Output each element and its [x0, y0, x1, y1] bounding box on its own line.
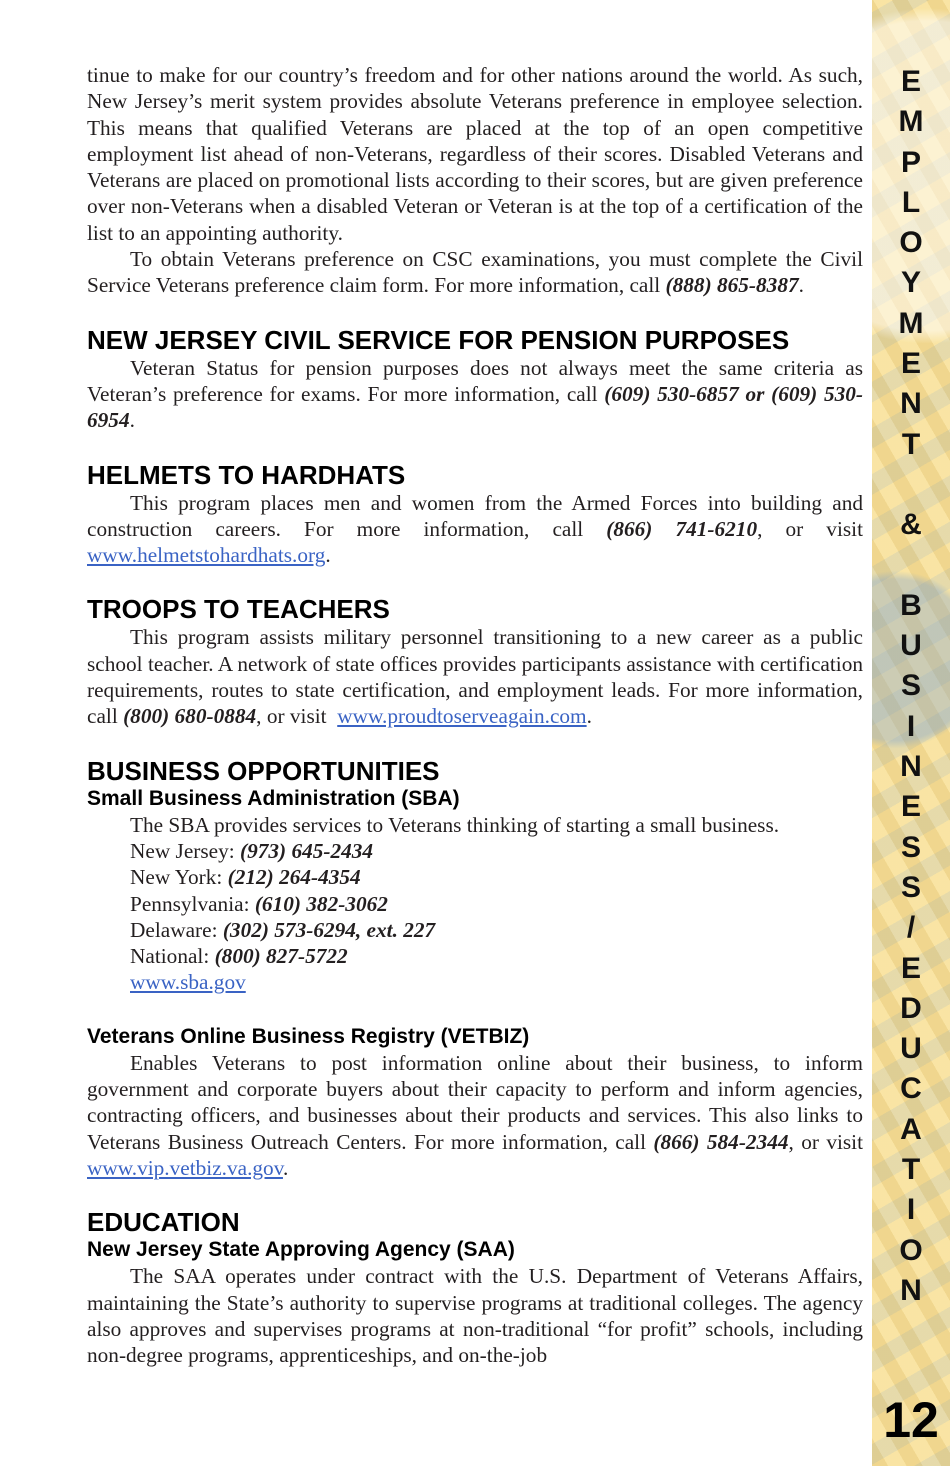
section-sidebar — [872, 0, 950, 1466]
pension-heading: NEW JERSEY CIVIL SERVICE FOR PENSION PURPOSES — [87, 324, 790, 355]
troops-link[interactable]: www.proudtoserveagain.com — [337, 704, 587, 729]
saa-heading: New Jersey State Approving Agency (SAA) — [87, 1238, 515, 1262]
sba-contact: National: (800) 827-5722 — [130, 944, 348, 969]
phone-number: (888) 865-8387 — [665, 273, 799, 298]
sba-paragraph: The SBA provides services to Veterans thinking of starting a small business. — [130, 812, 780, 837]
helmets-heading: HELMETS TO HARDHATS — [87, 459, 406, 490]
sba-contact: Delaware: (302) 573-6294, ext. 227 — [130, 917, 436, 942]
vetbiz-paragraph: Enables Veterans to post information online about their business, to inform government and corporate buyers about their capacity to perform and inform agencies, contracting officers, and businesses about their products and services. This also links to Veterans Business Outreach Centers. For more information, call (866) 584-2344, or visit www.vip.vetbiz.va.gov. — [87, 1050, 864, 1180]
vetbiz-link[interactable]: www.vip.vetbiz.va.gov — [87, 1155, 283, 1180]
phone-number: (800) 680-0884 — [123, 704, 257, 729]
phone-number: (866) 741-6210 — [606, 516, 758, 541]
vetbiz-heading: Veterans Online Business Registry (VETBIZ) — [87, 1024, 530, 1048]
page-number: 12 — [883, 1392, 939, 1448]
education-heading: EDUCATION — [87, 1207, 240, 1238]
pension-paragraph: Veteran Status for pension purposes does not always meet the same criteria as Veteran’s preference for exams. For more information, call (609) 530-6857 or (609) 530-6954. — [87, 355, 863, 433]
veterans-preference-paragraph: To obtain Veterans preference on CSC examinations, you must complete the Civil Service Veterans preference claim form. For more information, call (888) 865-8387. — [87, 247, 863, 298]
section-tab-label: E M P L O Y M E N T & B U S I N E S S / E D U C A T I O N — [898, 65, 924, 1307]
sba-heading: Small Business Administration (SBA) — [87, 786, 460, 810]
helmets-paragraph: This program places men and women from the Armed Forces into building and construction careers. For more information, call (866) 741-6210, or visit www.helmetstohardhats.org. — [87, 490, 863, 568]
saa-paragraph: The SAA operates under contract with the U.S. Department of Veterans Affairs, maintaining the State’s authority to supervise programs at traditional colleges. The agency also approves and supervises programs at non-traditional “for profit” schools, including non-degree programs, apprenticeships, and on-the-job — [87, 1264, 863, 1368]
phone-number: (866) 584-2344 — [653, 1129, 789, 1154]
intro-paragraph: tinue to make for our country’s freedom and for other nations around the world. As such, New Jersey’s merit system provides absolute Veterans preference in employee selection. This means that qualified Veterans are placed at the top of an open competitive employment list ahead of non-Veterans, regardless of their scores. Disabled Veterans and Veterans are placed on promotional lists according to their scores, but are given preference over non-Veterans when a disabled Veteran or Veteran is at the top of a certification of the list to an appointing authority. — [87, 63, 863, 245]
business-heading: BUSINESS OPPORTUNITIES — [87, 755, 440, 786]
sba-contact: New Jersey: (973) 645-2434 — [130, 838, 374, 863]
helmets-link[interactable]: www.helmetstohardhats.org — [87, 543, 326, 568]
sba-link-line — [87, 969, 863, 995]
sba-contact: Pennsylvania: (610) 382-3062 — [130, 891, 388, 916]
troops-paragraph: This program assists military personnel transitioning to a new career as a public school teacher. A network of state offices provides participants assistance with certification requirements, routes to state certification, and employment leads. For more information, call (800) 680-0884, or visit www.proudtoserveagain.com. — [87, 625, 863, 729]
phone-numbers: (609) 530-6857 or (609) 530-6954 — [87, 381, 863, 433]
sba-link[interactable]: www.sba.gov — [130, 970, 246, 995]
main-content — [87, 62, 863, 1368]
sba-contact: New York: (212) 264-4354 — [130, 865, 361, 890]
troops-heading: TROOPS TO TEACHERS — [87, 594, 390, 625]
